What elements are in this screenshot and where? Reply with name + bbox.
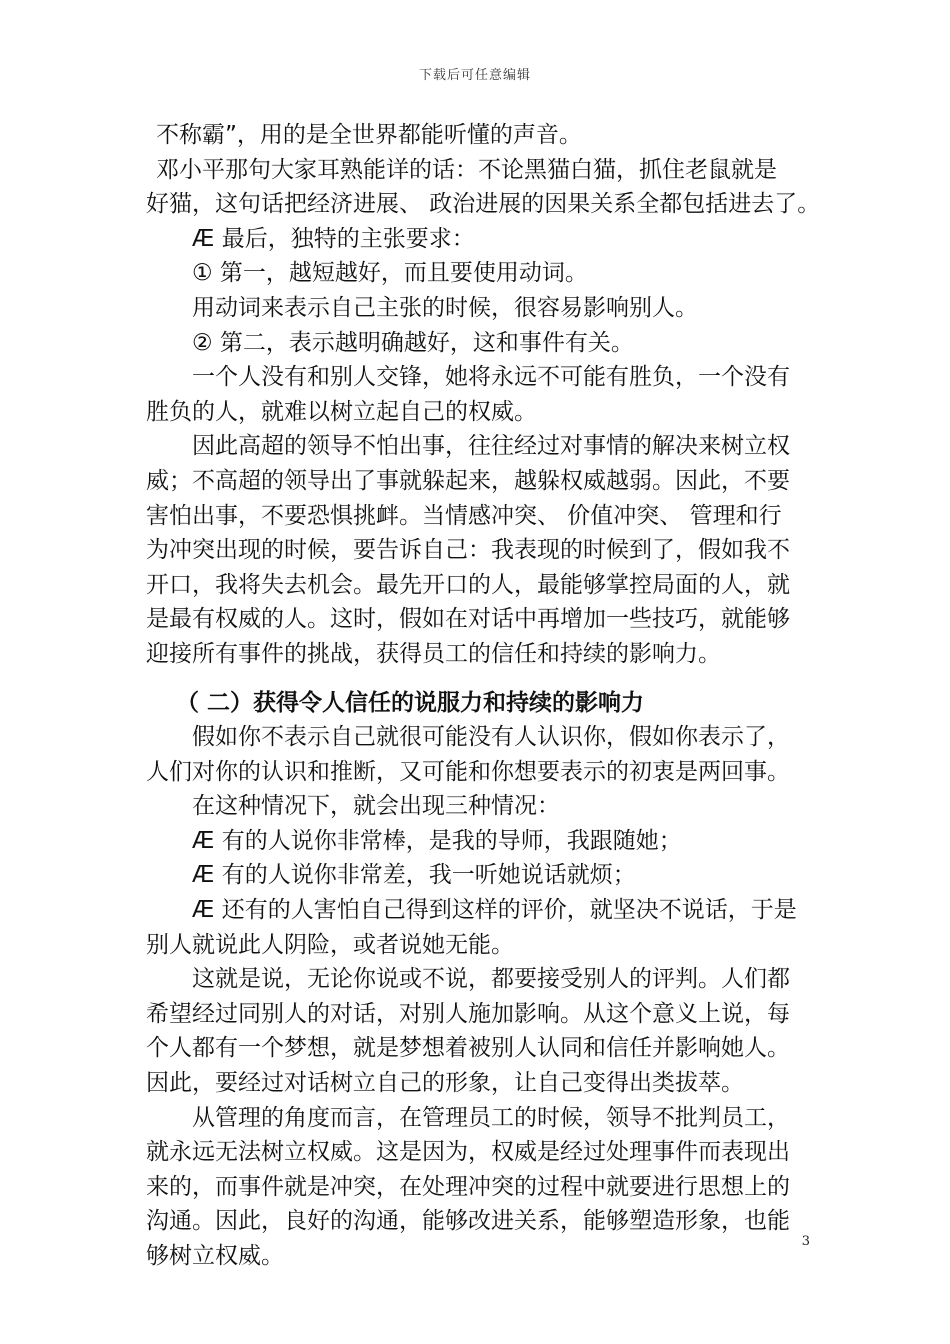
- text-line: Æ 最后，独特的主张要求：: [192, 225, 475, 252]
- text-line: Æ 有的人说你非常差，我一听她说话就烦；: [192, 862, 636, 889]
- text-line: 迎接所有事件的挑战，获得员工的信任和持续的影响力。: [146, 640, 721, 667]
- text-line: 假如你不表示自己就很可能没有人认识你，假如你表示了，: [192, 724, 790, 751]
- text-line: 用动词来表示自己主张的时候，很容易影响别人。: [192, 294, 698, 321]
- text-line: 胜负的人，就难以树立起自己的权威。: [146, 398, 537, 425]
- text-line: 因此高超的领导不怕出事，往往经过对事情的解决来树立权: [192, 433, 790, 460]
- text-line: ② 第二，表示越明确越好，这和事件有关。: [192, 329, 634, 356]
- text-line: 别人就说此人阴险，或者说她无能。: [146, 931, 514, 958]
- text-line: 在这种情况下，就会出现三种情况：: [192, 793, 560, 820]
- text-line: Æ 有的人说你非常棒，是我的导师，我跟随她；: [192, 827, 682, 854]
- text-line: 好猫，这句话把经济进展、 政治进展的因果关系全都包括进去了。: [146, 191, 821, 218]
- text-line: 威；不高超的领导出了事就躲起来，越躲权威越弱。因此，不要: [146, 467, 790, 494]
- text-line: 就永远无法树立权威。这是因为，权威是经过处理事件而表现出: [146, 1139, 790, 1166]
- text-line: 来的，而事件就是冲突，在处理冲突的过程中就要进行思想上的: [146, 1173, 790, 1200]
- text-line: Æ 还有的人害怕自己得到这样的评价，就坚决不说话，于是: [192, 897, 797, 924]
- text-line: 邓小平那句大家耳熟能详的话：不论黑猫白猫，抓住老鼠就是: [156, 156, 777, 183]
- text-line: 希望经过同别人的对话，对别人施加影响。从这个意义上说，每: [146, 1000, 790, 1027]
- text-line: 这就是说，无论你说或不说，都要接受别人的评判。人们都: [192, 966, 790, 993]
- text-line: 沟通。因此，良好的沟通，能够改进关系，能够塑造形象，也能: [146, 1208, 790, 1235]
- text-line: 因此，要经过对话树立自己的形象，让自己变得出类拔萃。: [146, 1070, 744, 1097]
- text-line: 是最有权威的人。这时，假如在对话中再增加一些技巧，就能够: [146, 606, 790, 633]
- text-line: 一个人没有和别人交锋，她将永远不可能有胜负，一个没有: [192, 364, 790, 391]
- text-line: 不称霸”，用的是全世界都能听懂的声音。: [156, 122, 582, 148]
- section-heading: （ 二）获得令人信任的说服力和持续的影响力: [176, 689, 645, 716]
- page-header: 下载后可任意编辑: [418, 68, 531, 83]
- text-line: 个人都有一个梦想，就是梦想着被别人认同和信任并影响她人。: [146, 1035, 790, 1062]
- text-line: ① 第一，越短越好，而且要使用动词。: [192, 260, 588, 287]
- text-line: 人们对你的认识和推断，又可能和你想要表示的初衷是两回事。: [146, 758, 790, 785]
- text-line: 害怕出事，不要恐惧挑衅。当情感冲突、 价值冲突、 管理和行: [146, 502, 782, 529]
- page-number: 3: [801, 1234, 810, 1249]
- paragraph-gap: [146, 672, 816, 686]
- document-body: [146, 118, 821, 1274]
- text-line: 够树立权威。: [146, 1243, 284, 1269]
- text-line: 为冲突出现的时候，要告诉自己：我表现的时候到了，假如我不: [146, 537, 790, 564]
- text-line: 开口，我将失去机会。最先开口的人，最能够掌控局面的人，就: [146, 571, 790, 598]
- text-line: 从管理的角度而言，在管理员工的时候，领导不批判员工，: [192, 1104, 790, 1131]
